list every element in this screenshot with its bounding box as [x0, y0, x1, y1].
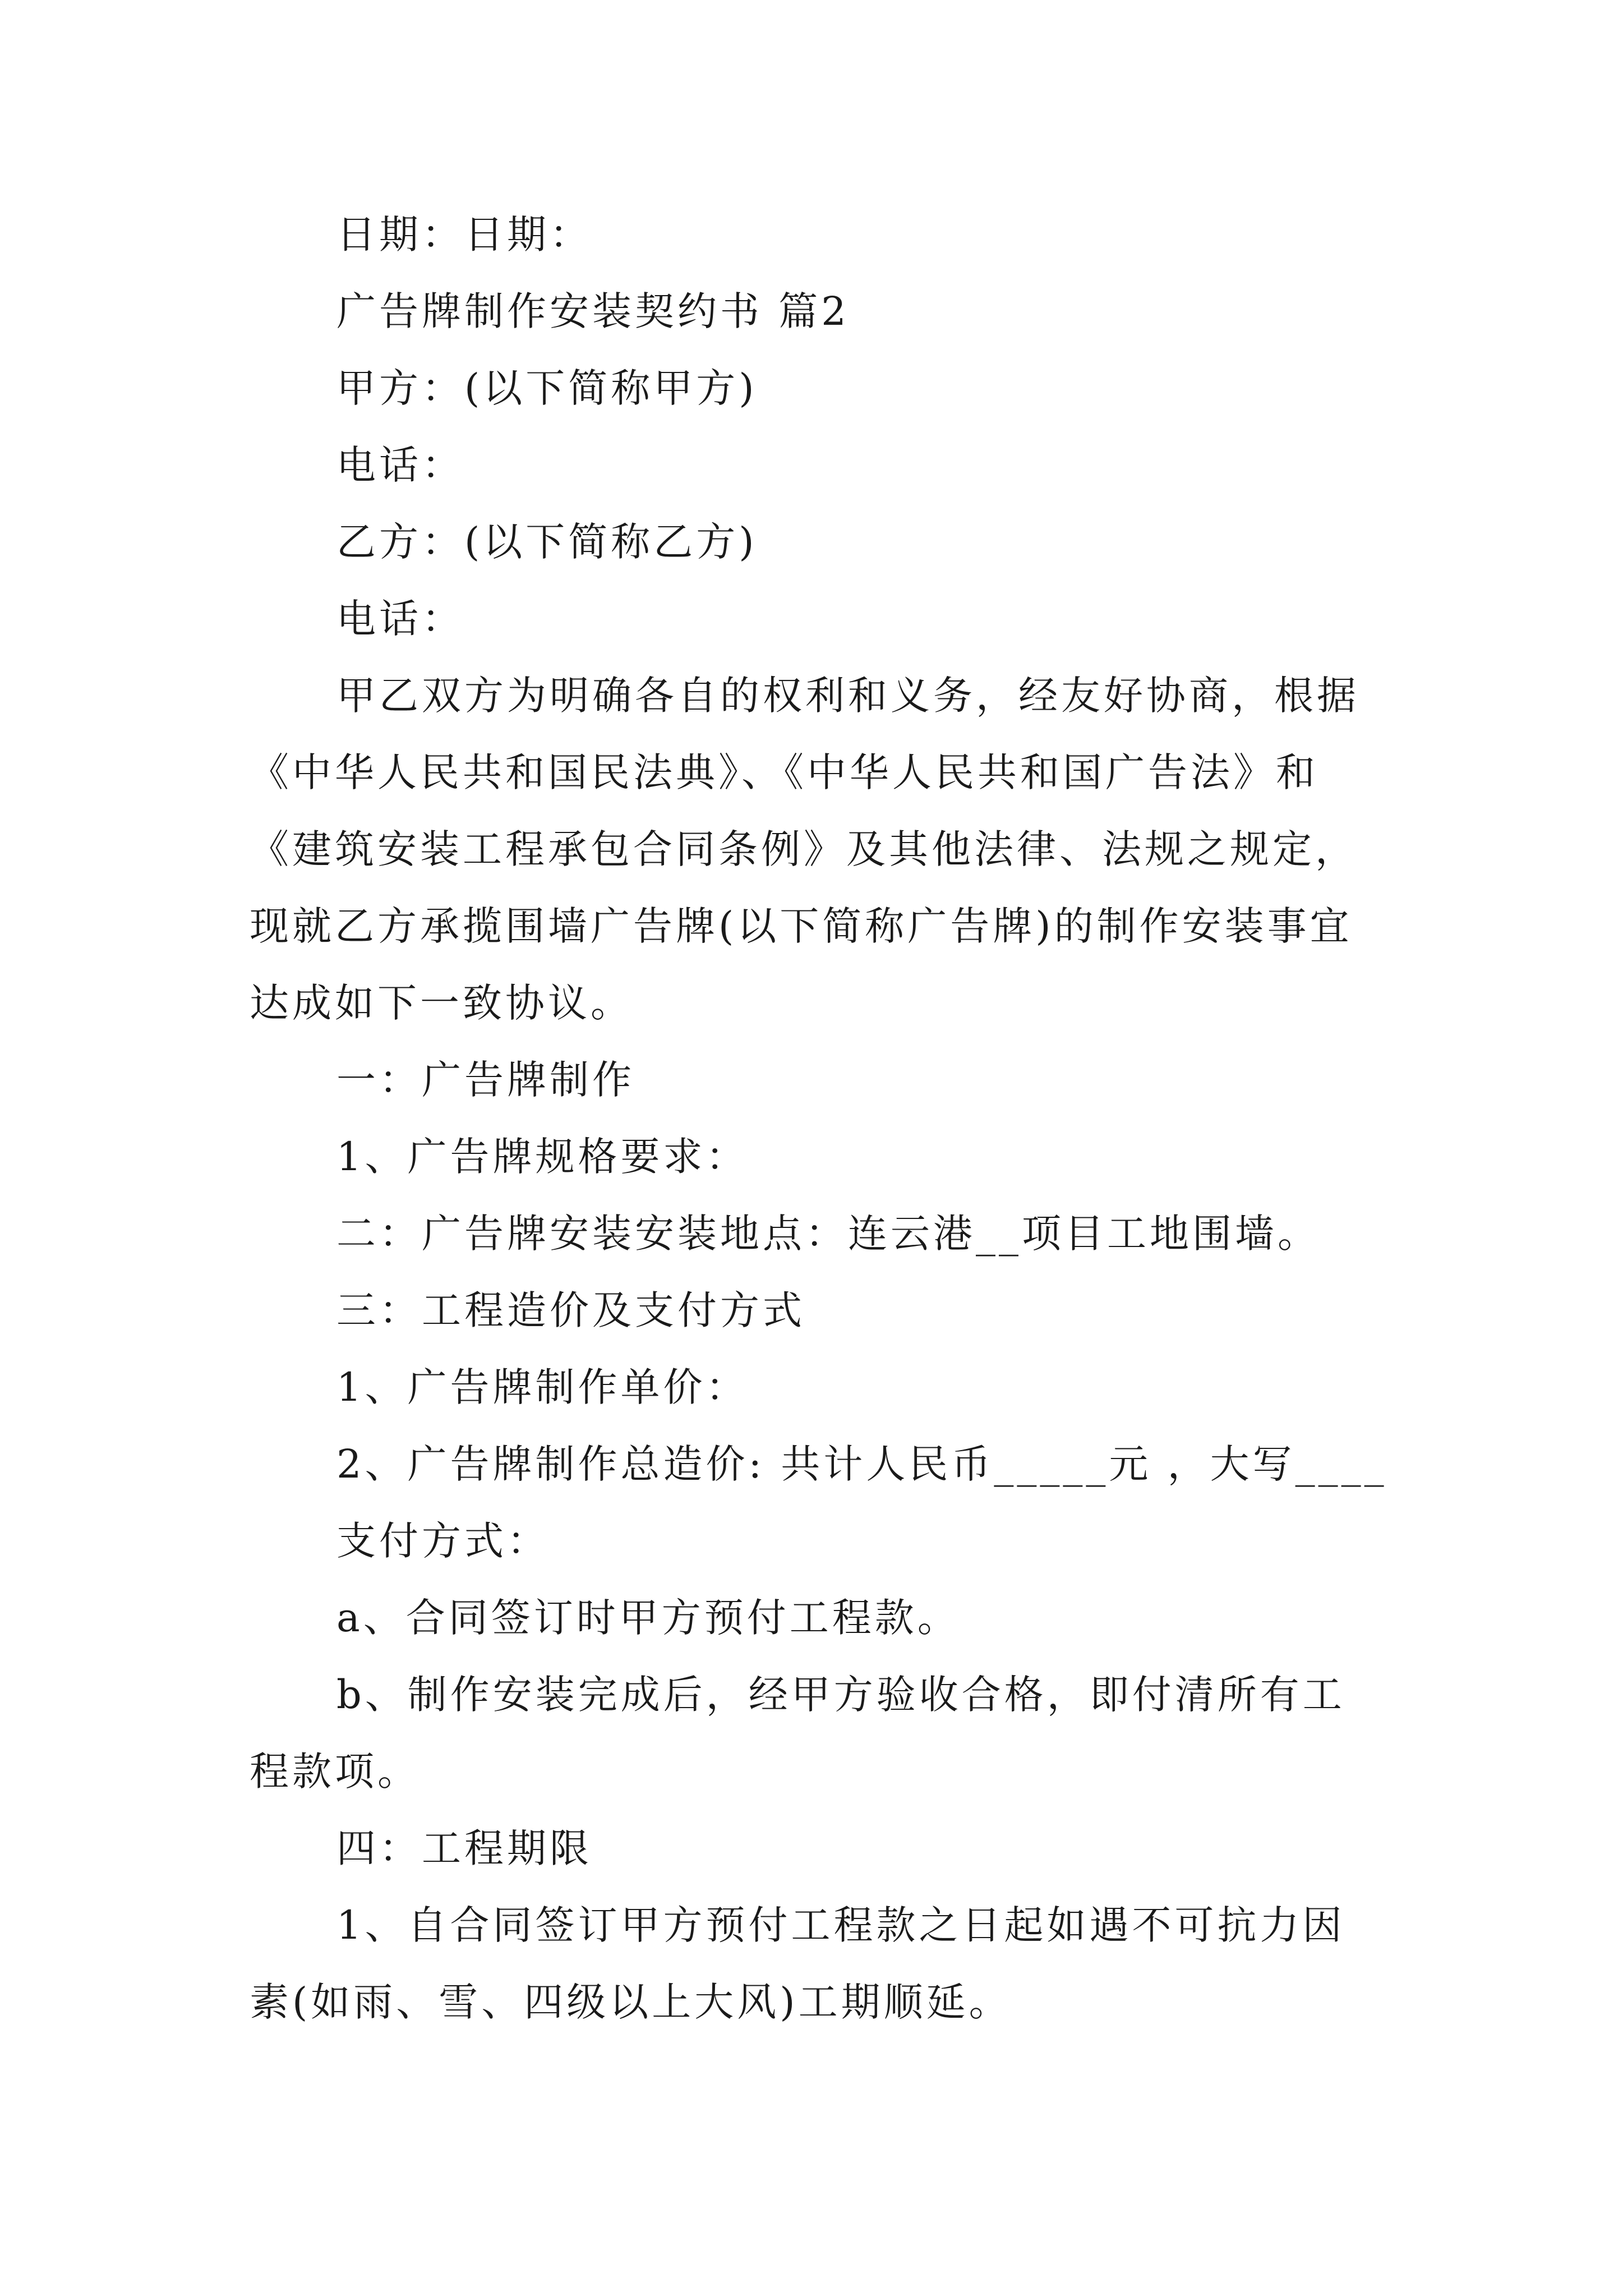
payment-item-a: a、合同签订时甲方预付工程款。 [336, 1595, 960, 1641]
payment-label: 支付方式： [336, 1518, 550, 1564]
payment-item-b-line: 程款项。 [250, 1749, 420, 1795]
date-line: 日期：日期： [336, 211, 592, 257]
section-1-item-1: 1、广告牌规格要求： [336, 1134, 749, 1180]
intro-line: 达成如下一致协议。 [250, 980, 633, 1026]
party-a-phone: 电话： [336, 442, 464, 488]
section-4-heading: 四：工程期限 [336, 1825, 592, 1871]
section-3-item-2: 2、广告牌制作总造价: 共计人民币_____元 ，大写____ [336, 1441, 1387, 1487]
payment-item-b [250, 1657, 1382, 1810]
contract-title: 广告牌制作安装契约书 篇2 [336, 288, 850, 334]
section-4-item-1-line: 1、自合同签订甲方预付工程款之日起如遇不可抗力因 [336, 1902, 1345, 1948]
section-3-heading: 三：工程造价及支付方式 [336, 1287, 805, 1333]
intro-line: 现就乙方承揽围墙广告牌(以下简称广告牌)的制作安装事宜 [250, 903, 1353, 949]
intro-line: 《建筑安装工程承包合同条例》及其他法律、法规之规定， [250, 826, 1358, 872]
intro-paragraph [250, 657, 1382, 1042]
section-4-item-1 [250, 1887, 1382, 2041]
payment-item-b-line: b、制作安装完成后，经甲方验收合格，即付清所有工 [336, 1672, 1345, 1718]
party-b-line: 乙方：(以下简称乙方) [336, 519, 758, 565]
section-4-item-1-line: 素(如雨、雪、四级以上大风)工期顺延。 [250, 1979, 1012, 2025]
party-b-phone: 电话： [336, 596, 464, 642]
section-2-heading: 二：广告牌安装安装地点：连云港__项目工地围墙。 [336, 1211, 1320, 1257]
intro-line: 《中华人民共和国民法典》、《中华人民共和国广告法》和 [250, 749, 1318, 795]
intro-line: 甲乙双方为明确各自的权利和义务，经友好协商，根据 [336, 673, 1359, 719]
document-body [250, 196, 1387, 2041]
section-1-heading: 一：广告牌制作 [336, 1057, 635, 1103]
section-3-item-1: 1、广告牌制作单价： [336, 1364, 749, 1410]
party-a-line: 甲方：(以下简称甲方) [336, 365, 758, 411]
